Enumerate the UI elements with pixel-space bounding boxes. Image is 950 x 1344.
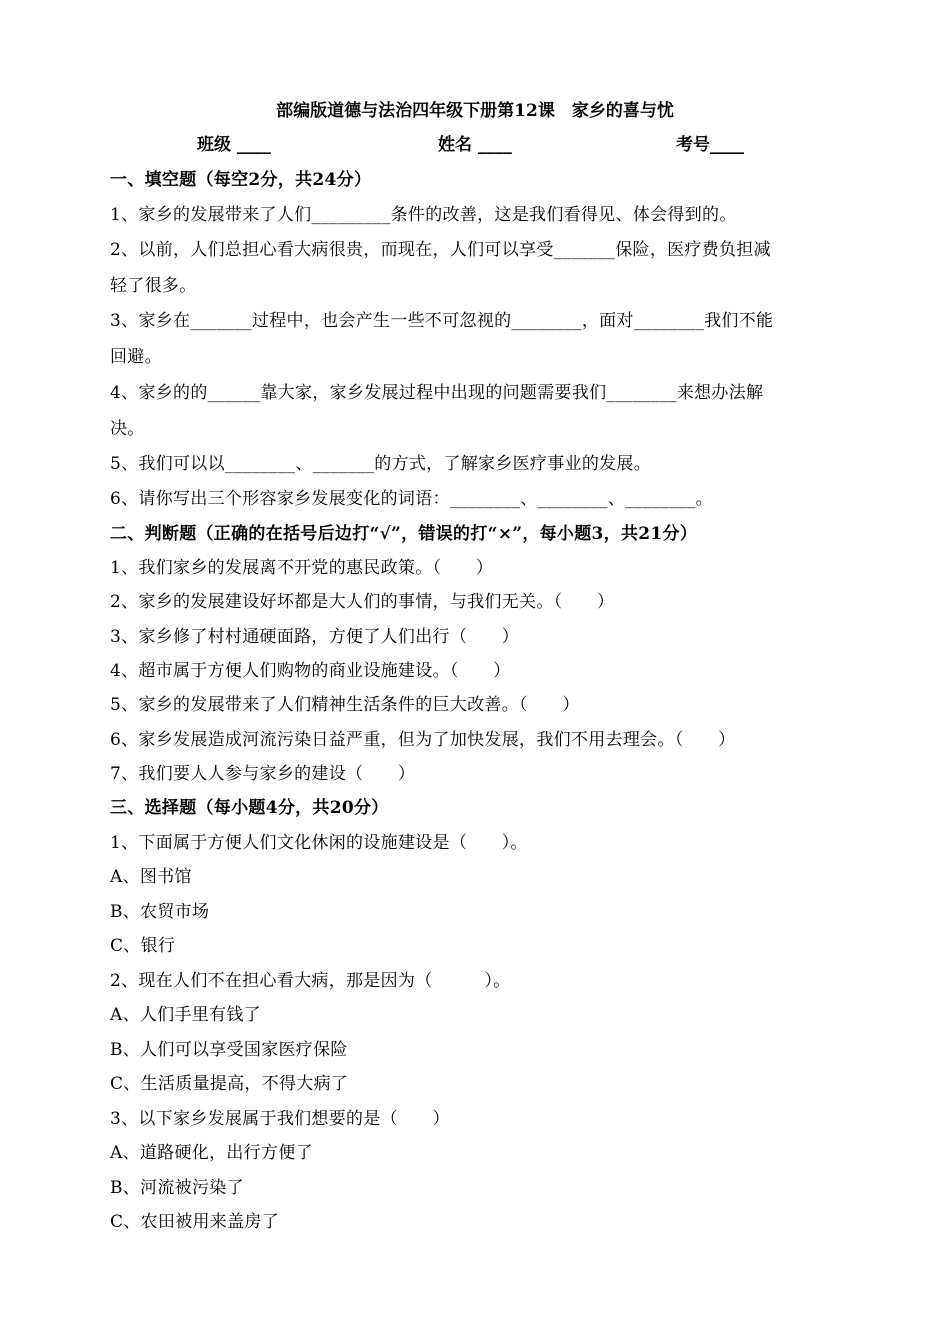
question-line: 回避。 (110, 347, 162, 367)
question-line: 4、家乡的的______靠大家，家乡发展过程中出现的问题需要我们________来想办法解 (110, 383, 764, 403)
question-line: 2、家乡的发展建设好坏都是大人们的事情，与我们无关。（ ） (110, 592, 615, 612)
question-line: 1、我们家乡的发展离不开党的惠民政策。（ ） (110, 558, 494, 578)
question-line: 1、家乡的发展带来了人们_________条件的改善，这是我们看得见、体会得到的。 (110, 205, 737, 225)
question-line: 5、我们可以以________、_______的方式，了解家乡医疗事业的发展。 (110, 454, 652, 474)
page-title: 部编版道德与法治四年级下册第12课 家乡的喜与忧 (276, 101, 674, 121)
question-line: 轻了很多。 (110, 276, 197, 296)
option-line: C、银行 (110, 936, 176, 956)
question-line: 决。 (110, 419, 145, 439)
option-line: C、农田被用来盖房了 (110, 1212, 280, 1232)
exam-id-field-label: 考号____ (676, 135, 744, 155)
option-line: B、河流被污染了 (110, 1178, 244, 1198)
question-line: 5、家乡的发展带来了人们精神生活条件的巨大改善。（ ） (110, 695, 580, 715)
question-line: 6、家乡发展造成河流污染日益严重，但为了加快发展，我们不用去理会。（ ） (110, 730, 736, 750)
question-line: 3、以下家乡发展属于我们想要的是（ ） (110, 1109, 450, 1129)
section-1-heading: 一、填空题（每空2分，共24分） (110, 170, 372, 190)
question-line: 2、现在人们不在担心看大病，那是因为（ ）。 (110, 971, 511, 991)
question-line: 2、以前，人们总担心看大病很贵，而现在，人们可以享受_______保险，医疗费负担减 (110, 240, 771, 260)
class-field-label: 班级 ____ (197, 135, 271, 155)
option-line: B、人们可以享受国家医疗保险 (110, 1040, 348, 1060)
option-line: B、农贸市场 (110, 902, 210, 922)
question-line: 4、超市属于方便人们购物的商业设施建设。（ ） (110, 661, 511, 681)
option-line: A、人们手里有钱了 (110, 1005, 261, 1025)
option-line: C、生活质量提高，不得大病了 (110, 1074, 349, 1094)
question-line: 3、家乡在_______过程中，也会产生一些不可忽视的________，面对________我们不能 (110, 311, 774, 331)
question-line: 6、请你写出三个形容家乡发展变化的词语：________、________、________。 (110, 489, 713, 509)
question-line: 7、我们要人人参与家乡的建设（ ） (110, 764, 416, 784)
section-3-heading: 三、选择题（每小题4分，共20分） (110, 798, 389, 818)
section-2-heading: 二、判断题（正确的在括号后边打“√”，错误的打“×”，每小题3，共21分） (110, 524, 698, 544)
option-line: A、图书馆 (110, 867, 192, 887)
question-line: 3、家乡修了村村通硬面路，方便了人们出行（ ） (110, 627, 520, 647)
name-field-label: 姓名 ____ (438, 135, 512, 155)
option-line: A、道路硬化，出行方便了 (110, 1143, 313, 1163)
question-line: 1、下面属于方便人们文化休闲的设施建设是（ ）。 (110, 833, 528, 853)
